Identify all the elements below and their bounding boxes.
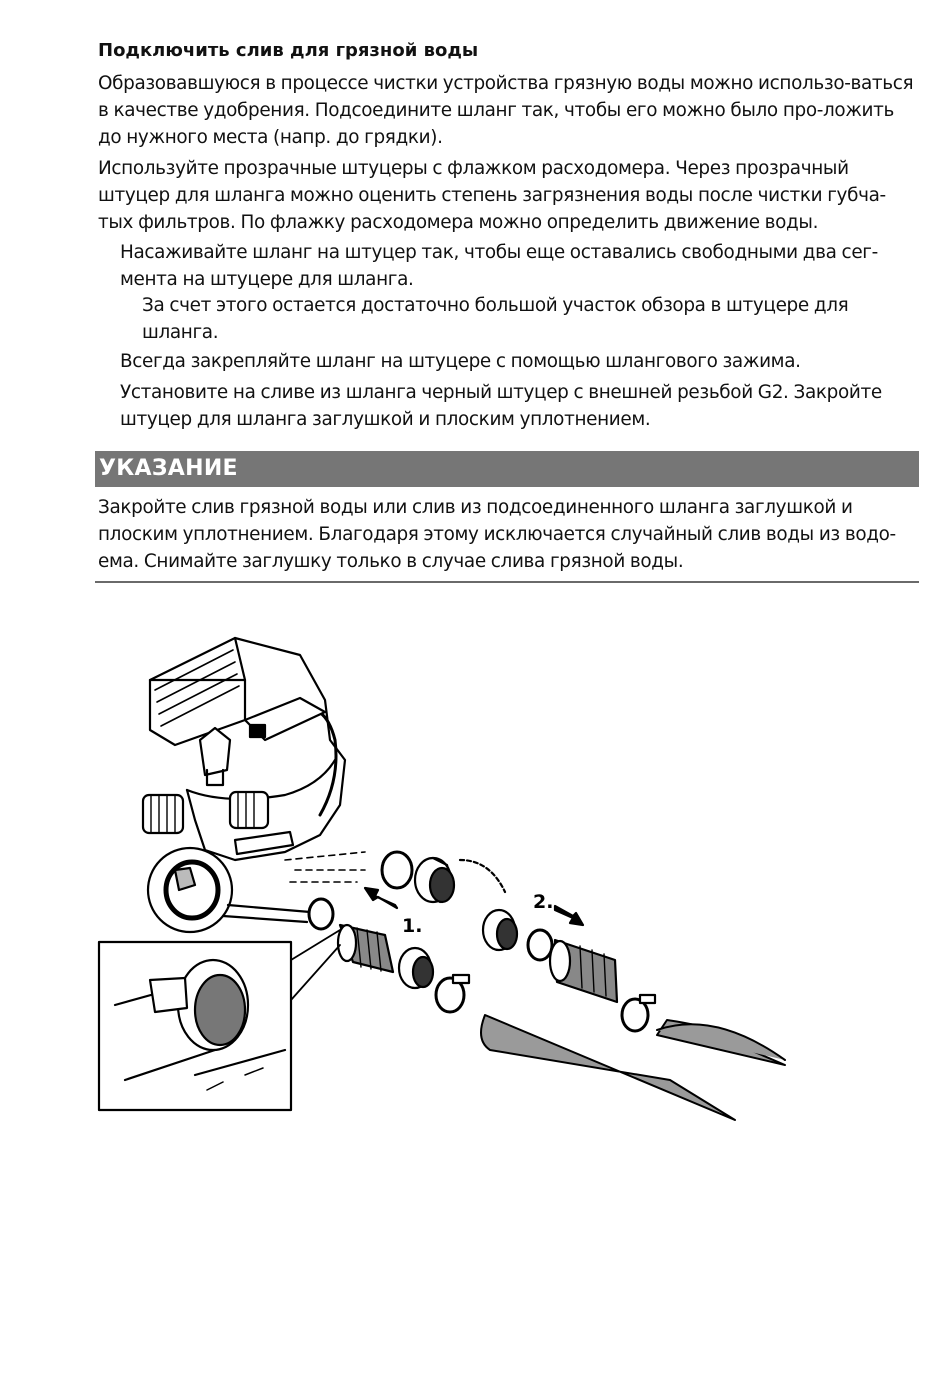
step-result-view-area: За счет этого остается достаточно большой участок обзора в штуцере для шланга. (142, 295, 849, 343)
section-title: Подключить слив для грязной воды (98, 40, 479, 61)
cap-1 (415, 858, 454, 902)
flat-gasket-1 (309, 899, 333, 929)
hose-fitting-1 (338, 925, 393, 972)
hose-clamp-2 (622, 995, 655, 1031)
cap-3 (483, 910, 517, 950)
arrow-step-1 (365, 888, 397, 908)
notice-heading: УКАЗАНИЕ (99, 456, 238, 481)
curved-arrow (460, 860, 505, 892)
magnified-detail-box (99, 930, 340, 1110)
notice-divider (95, 581, 919, 583)
step-black-fitting: Установите на сливе из шланга черный штуцер с внешней резьбой G2. Закройте штуцер для шланга заглушкой и плоским уплотнением. (120, 382, 882, 430)
cap-2 (399, 948, 433, 988)
guide-lines (285, 852, 365, 882)
step-hose-clamp: Всегда закрепляйте шланг на штуцере с помощью шлангового зажима. (120, 351, 801, 372)
flat-gasket-3 (528, 930, 552, 960)
paragraph-fertilizer: Образовавшуюся в процессе чистки устройства грязную воды можно использо-ваться в качестве удобрения. Подсоедините шланг так, чтобы его можно было про-ложить до нужного места (напр. до грядки). (98, 73, 914, 148)
notice-heading-bar (95, 451, 919, 487)
drain-connection-illustration (95, 620, 795, 1140)
paragraph-transparent-fittings: Используйте прозрачные штуцеры с флажком расходомера. Через прозрачный штуцер для шланга можно оценить степень загрязнения воды после чистки губча-тых фильтров. По флажку расходомера можно определить движение воды. (98, 158, 886, 233)
flat-gasket-2 (382, 852, 412, 888)
arrow-step-2 (555, 906, 583, 925)
label-step-2: 2. (533, 891, 554, 913)
notice-text: Закройте слив грязной воды или слив из подсоединенного шланга заглушкой и плоским уплотнением. Благодаря этому исключается случайный слив воды из водо-ема. Снимайте заглушку только в случае слива грязной воды. (98, 497, 896, 572)
hose-clamp-1 (436, 975, 469, 1012)
step-push-hose: Насаживайте шланг на штуцер так, чтобы еще оставались свободными два сег-мента на штуцере для шланга. (120, 242, 878, 290)
label-step-1: 1. (402, 915, 423, 937)
hose-fitting-2 (550, 940, 617, 1002)
